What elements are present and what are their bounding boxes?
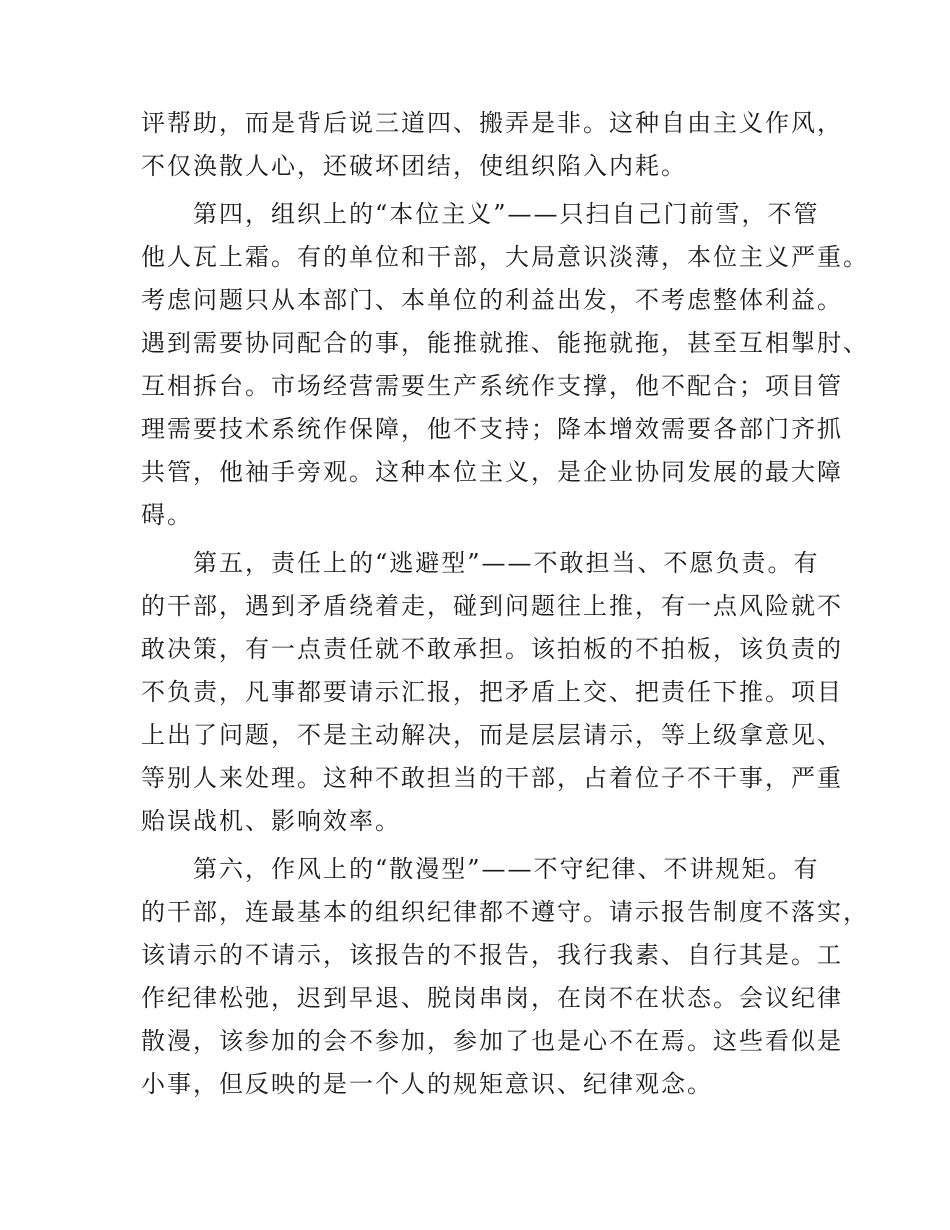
text-line: 不仅涣散人心，还破坏团结，使组织陷入内耗。 [141,152,687,180]
text-line: 的干部，遇到矛盾绕着走，碰到问题往上推，有一点风险就不 [141,592,843,620]
document-body [141,106,869,1110]
text-line: 遇到需要协同配合的事，能推就推、能拖就拖，甚至互相掣肘、 [141,329,869,357]
text-line: 敢决策，有一点责任就不敢承担。该拍板的不拍板，该负责的 [141,635,843,663]
text-line: 理需要技术系统作保障，他不支持；降本增效需要各部门齐抓 [141,415,843,443]
text-line: 他人瓦上霜。有的单位和干部，大局意识淡薄，本位主义严重。 [141,243,869,271]
text-line: 共管，他袖手旁观。这种本位主义，是企业协同发展的最大障 [141,458,843,486]
text-line: 第五，责任上的“逃避型”——不敢担当、不愿负责。有 [141,549,820,577]
text-line: 散漫，该参加的会不参加，参加了也是心不在焉。这些看似是 [141,1027,843,1055]
text-line: 第六，作风上的“散漫型”——不守纪律、不讲规矩。有 [141,855,820,883]
text-line: 小事，但反映的是一个人的规矩意识、纪律观念。 [141,1070,713,1098]
text-line: 评帮助，而是背后说三道四、搬弄是非。这种自由主义作风， [141,109,843,137]
text-line: 第四，组织上的“本位主义”——只扫自己门前雪，不管 [141,200,820,228]
text-line: 不负责，凡事都要请示汇报，把矛盾上交、把责任下推。项目 [141,678,843,706]
text-line: 碍。 [141,501,193,529]
text-line: 上出了问题，不是主动解决，而是层层请示，等上级拿意见、 [141,721,843,749]
text-line: 贻误战机、影响效率。 [141,807,401,835]
paragraph-sixth-laxity [141,852,869,1102]
text-line: 的干部，连最基本的组织纪律都不遵守。请示报告制度不落实， [141,898,869,926]
text-line: 互相拆台。市场经营需要生产系统作支撑，他不配合；项目管 [141,372,843,400]
paragraph-fifth-evasion [141,546,843,839]
paragraph-fourth-departmentalism [141,197,869,533]
paragraph-liberalism-continued [141,106,843,184]
text-line: 该请示的不请示，该报告的不报告，我行我素、自行其是。工 [141,941,843,969]
text-line: 考虑问题只从本部门、本单位的利益出发，不考虑整体利益。 [141,286,843,314]
text-line: 作纪律松弛，迟到早退、脱岗串岗，在岗不在状态。会议纪律 [141,984,843,1012]
text-line: 等别人来处理。这种不敢担当的干部，占着位子不干事，严重 [141,764,843,792]
